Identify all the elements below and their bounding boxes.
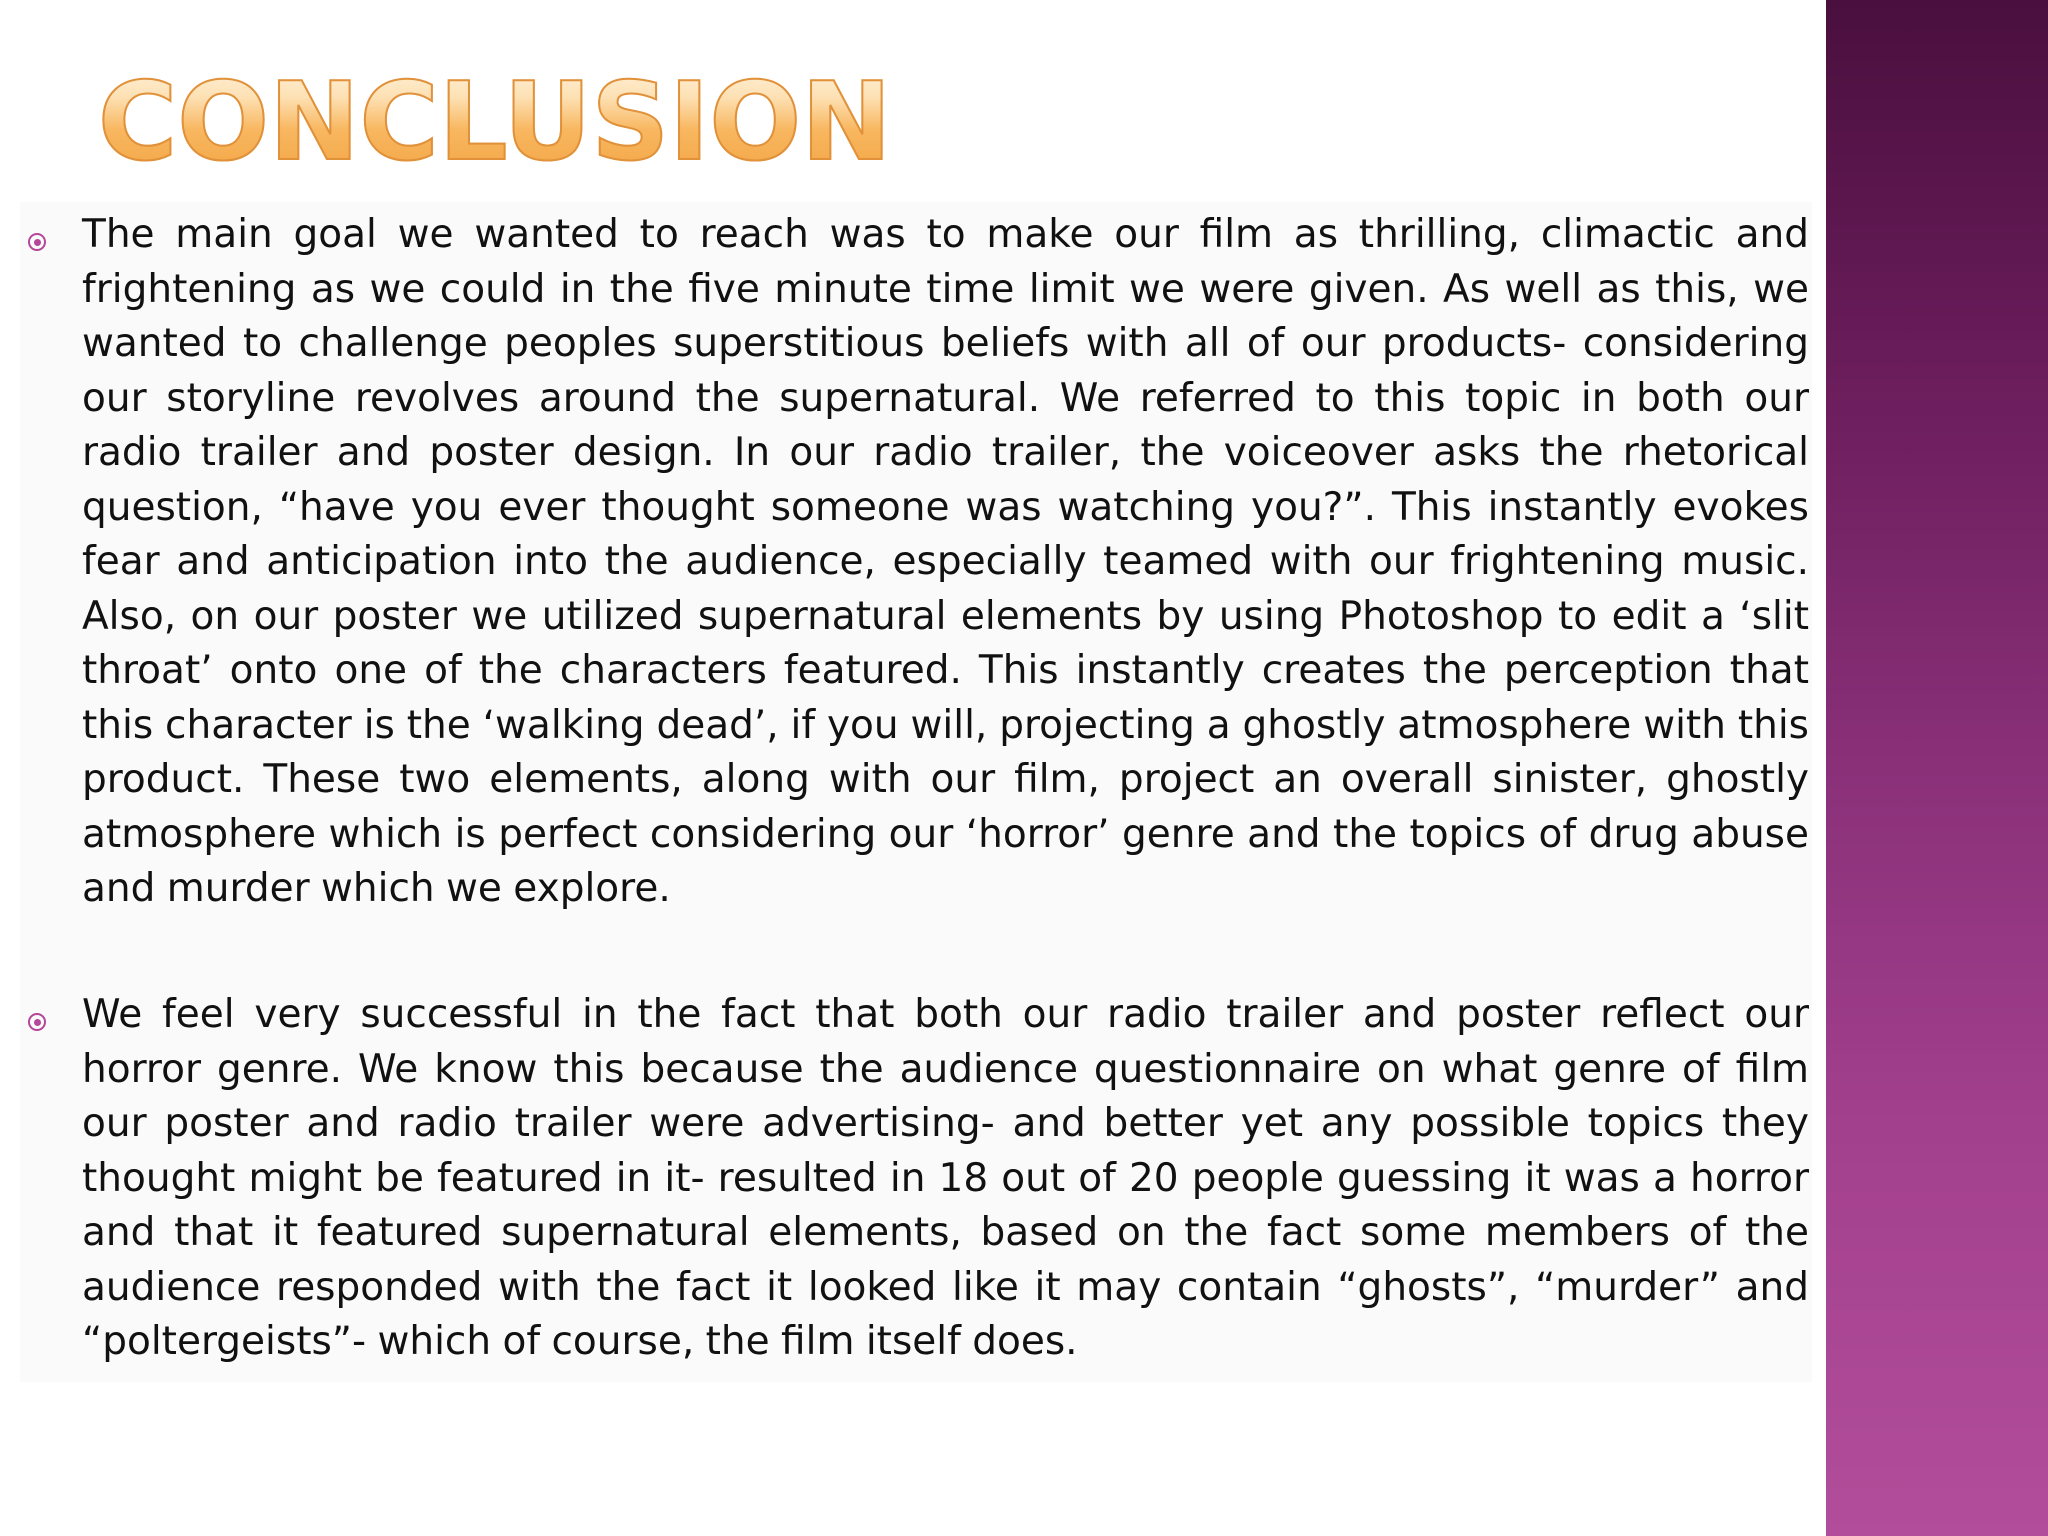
decorative-side-bar xyxy=(1826,0,2048,1536)
slide-title: CONCLUSION xyxy=(98,58,892,188)
bullet-text: The main goal we wanted to reach was to make our film as thrilling, climactic and frightening as we could in the five minute time limit we were given. As well as this, we wanted to challenge peoples superstitious beliefs with all of our products- considering our storyline revolves around the supernatural. We referred to this topic in both our radio trailer and poster design. In our radio trailer, the voiceover asks the rhetorical question, “have you ever thought someone was watching you?”. This instantly evokes fear and anticipation into the audience, especially teamed with our frightening music. Also, on our poster we utilized supernatural elements by using Photoshop to edit a ‘slit throat’ onto one of the characters featured. This instantly creates the perception that this character is the ‘walking dead’, if you will, projecting a ghostly atmosphere with this product. These two elements, along with our film, project an overall sinister, ghostly atmosphere which is perfect considering our ‘horror’ genre and the topics of drug abuse and murder which we explore. xyxy=(82,212,1809,911)
circled-dot-bullet-icon xyxy=(28,1013,46,1031)
content-area xyxy=(20,202,1812,1382)
bullet-text: We feel very successful in the fact that both our radio trailer and poster reflect our horror genre. We know this because the audience questionnaire on what genre of film our poster and radio trailer were advertising- and better yet any possible topics they thought might be featured in it- resulted in 18 out of 20 people guessing it was a horror and that it featured supernatural elements, based on the fact some members of the audience responded with the fact it looked like it may contain “ghosts”, “murder” and “poltergeists”- which of course, the film itself does. xyxy=(82,992,1809,1364)
circled-dot-bullet-icon xyxy=(28,233,46,251)
